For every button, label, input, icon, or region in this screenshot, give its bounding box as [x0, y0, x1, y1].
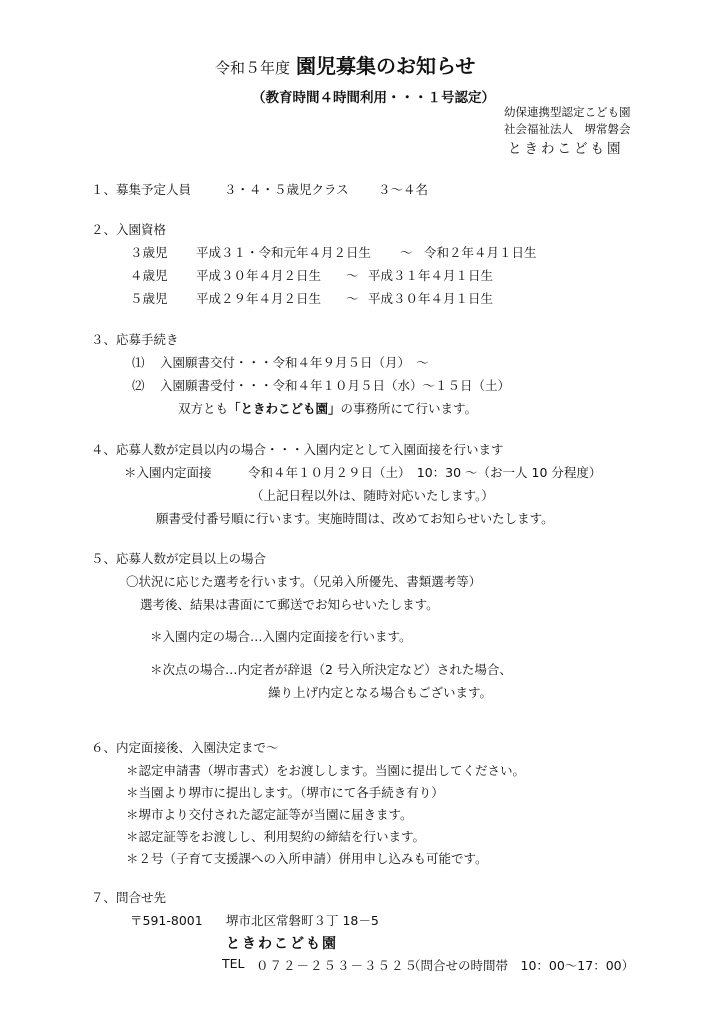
- contact-org-name: ときわこども園: [226, 936, 338, 952]
- eligibility-to: 平成３０年４月１日生: [368, 291, 494, 306]
- eligibility-age: ３歳児: [130, 245, 168, 260]
- procedure-note-emphasis: 「ときわこども園」: [228, 401, 341, 416]
- interview-note: 願書受付番号順に行います。実施時間は、改めてお知らせいたします。: [156, 511, 554, 526]
- procedure-note: [178, 399, 477, 417]
- selection-line: ＊入園内定の場合…入園内定面接を行います。: [150, 629, 412, 644]
- procedure-item-number: ⑵: [132, 378, 145, 393]
- eligibility-age: ４歳児: [130, 268, 168, 283]
- page-subtitle: （教育時間４時間利用・・・１号認定）: [252, 90, 495, 106]
- selection-line: 〇状況に応じた選考を行います。（兄弟入所優先、書類選考等）: [126, 574, 482, 589]
- contact-hours: （問合せの時間帯 10：00～17：00）: [408, 958, 635, 973]
- eligibility-from: 平成３１・令和元年４月２日生: [196, 245, 372, 260]
- selection-line: ＊次点の場合…内定者が辞退（2 号入所決定など）された場合、: [150, 662, 512, 677]
- section7-heading: ７、問合せ先: [91, 890, 167, 905]
- tel-number: ０７２－２５３－３５２５: [256, 958, 419, 973]
- interview-note: （上記日程以外は、随時対応いたします。）: [251, 488, 494, 503]
- org-name: ときわこども園: [508, 141, 624, 157]
- selection-line: 選考後、結果は書面にて郵送でお知らせいたします。: [140, 597, 439, 612]
- eligibility-from: 平成３０年４月２日生: [196, 268, 322, 283]
- section1-classes: ３・４・５歳児クラス: [224, 182, 349, 197]
- section4-heading: ４、応募人数が定員以内の場合・・・入園内定として入園面接を行います: [91, 442, 504, 457]
- procedure-note-pre: 双方とも: [178, 401, 229, 416]
- selection-line: 繰り上げ内定となる場合もございます。: [268, 685, 493, 700]
- eligibility-tilde: ～: [346, 291, 359, 306]
- process-step: ＊当園より堺市に提出します。（堺市にて各手続き有り）: [126, 785, 444, 800]
- section1-count: ３～４名: [378, 182, 429, 197]
- address: 堺市北区常磐町３丁 18－5: [226, 913, 379, 928]
- section3-heading: ３、応募手続き: [91, 332, 179, 347]
- title-main: 園児募集のお知らせ: [296, 54, 476, 78]
- page-title: [215, 50, 475, 79]
- process-step: ＊２号（子育て支援課への入所申請）併用申し込みも可能です。: [126, 851, 488, 866]
- procedure-item: 入園願書交付・・・令和４年９月５日（月） ～: [160, 355, 429, 370]
- org-type: 幼保連携型認定こども園: [504, 105, 631, 119]
- procedure-item: 入園願書受付・・・令和４年１０月５日（水）～１５日（土）: [160, 378, 511, 393]
- section5-heading: ５、応募人数が定員以上の場合: [91, 551, 267, 566]
- eligibility-to: 平成３１年４月１日生: [368, 268, 494, 283]
- postal-code: 〒591-8001: [130, 913, 203, 928]
- process-step: ＊認定申請書（堺市書式）をお渡しします。当園に提出してください。: [126, 763, 526, 778]
- eligibility-age: ５歳児: [130, 291, 168, 306]
- eligibility-tilde: ～: [346, 268, 359, 283]
- tel-label: TEL: [222, 956, 245, 971]
- process-step: ＊認定証等をお渡しし、利用契約の締結を行います。: [126, 829, 426, 844]
- eligibility-to: 令和２年４月１日生: [424, 245, 537, 260]
- eligibility-from: 平成２９年４月２日生: [196, 291, 322, 306]
- title-year: 令和５年度: [215, 59, 291, 77]
- procedure-item-number: ⑴: [132, 355, 145, 370]
- eligibility-tilde: ～: [400, 245, 413, 260]
- section1-heading: １、募集予定人員: [91, 182, 192, 197]
- org-corporation: 社会福祉法人 堺常磐会: [504, 122, 631, 136]
- section2-heading: ２、入園資格: [91, 222, 167, 237]
- interview-label: ＊入園内定面接: [124, 465, 212, 480]
- section6-heading: ６、内定面接後、入園決定まで～: [91, 740, 279, 755]
- interview-detail: 令和４年１０月２９日（土） 10：30 ～（お一人 10 分程度）: [248, 465, 602, 480]
- procedure-note-post: の事務所にて行います。: [340, 401, 478, 416]
- process-step: ＊堺市より交付された認定証等が当園に届きます。: [126, 807, 413, 822]
